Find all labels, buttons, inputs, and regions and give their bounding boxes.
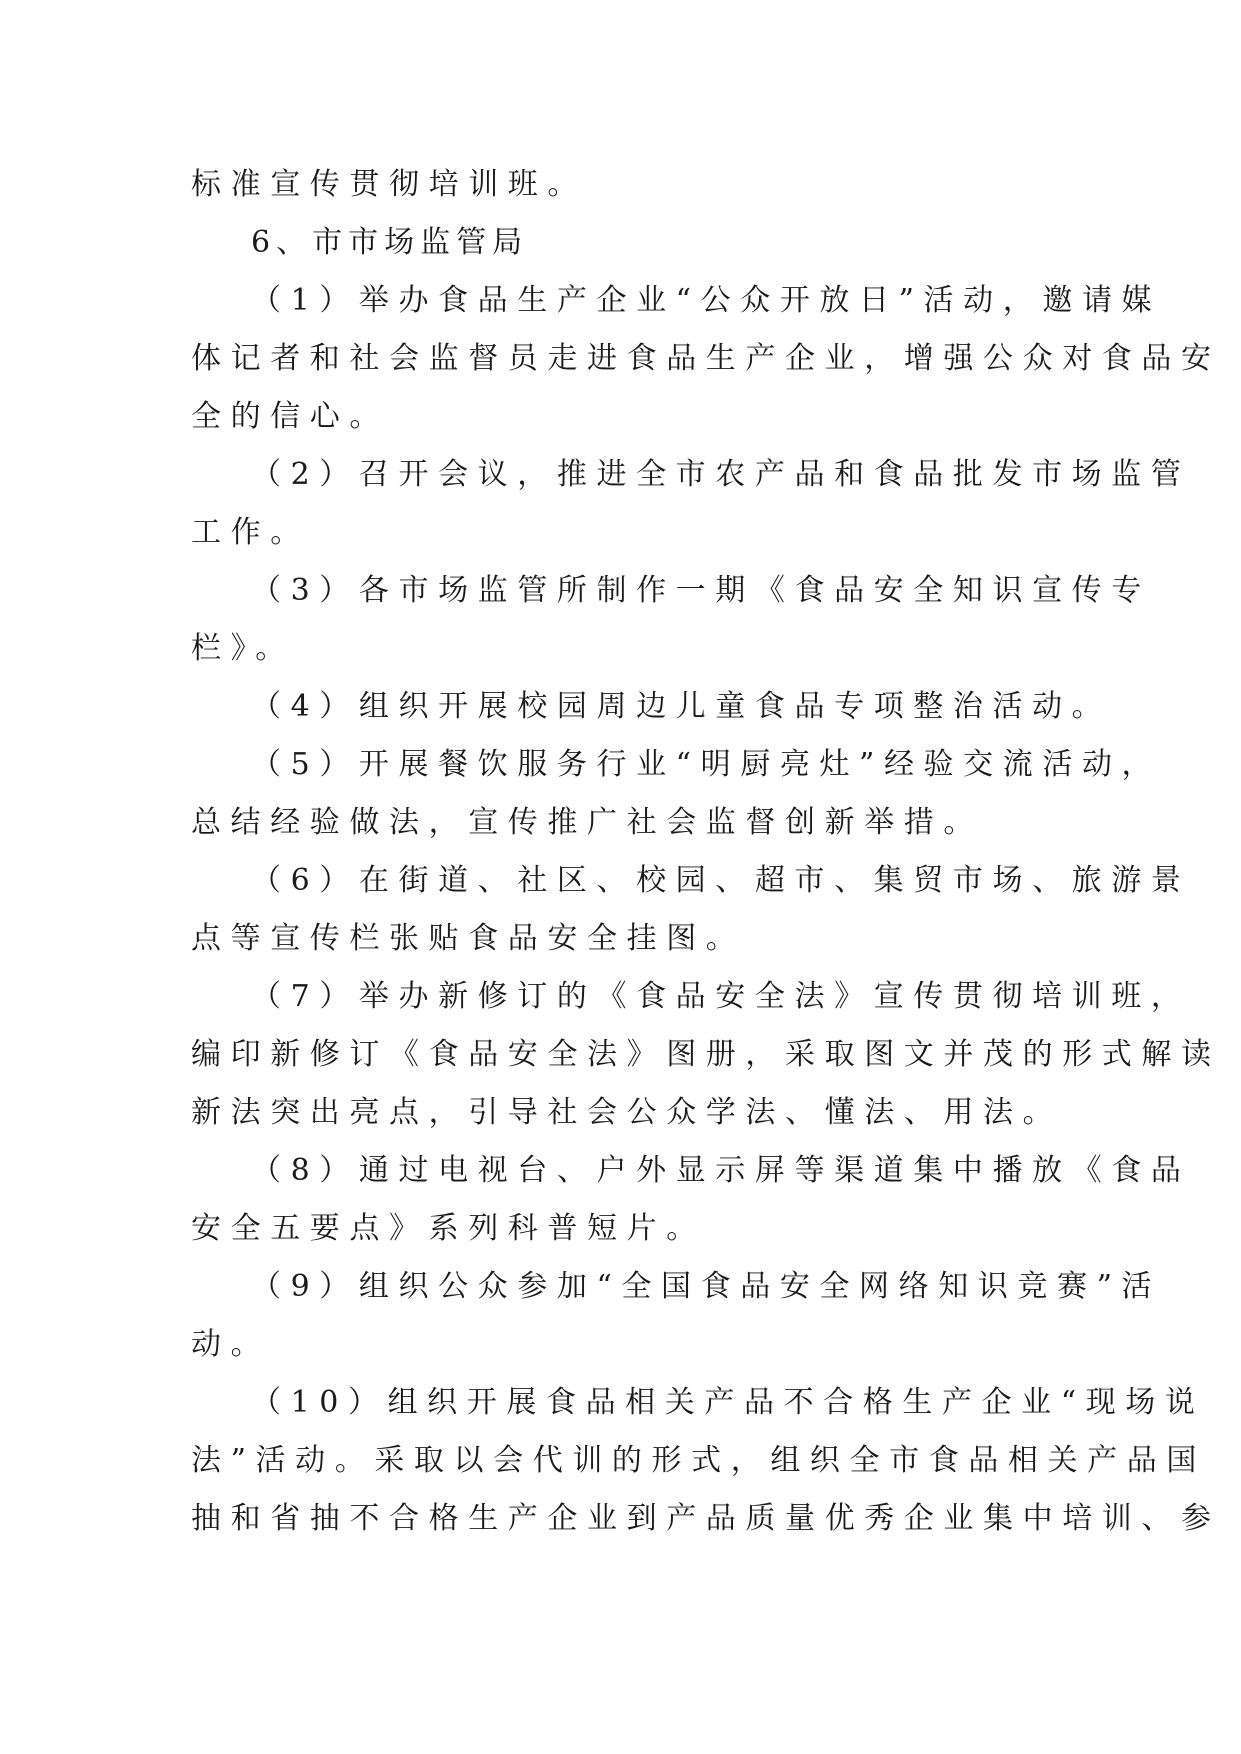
item-continuation-line: 动。: [191, 1327, 271, 1362]
list-item: [191, 736, 1162, 852]
item-first-line: （2）召开会议，推进全市农产品和食品批发市场监管: [251, 457, 1191, 492]
list-item: [191, 678, 1112, 736]
document-body: [191, 156, 1221, 1548]
item-first-line: （7）举办新修订的《食品安全法》宣传贯彻培训班，: [251, 979, 1191, 1014]
list-item: [191, 1258, 1162, 1374]
item-continuation-line: 抽和省抽不合格生产企业到产品质量优秀企业集中培训、参: [191, 1501, 1221, 1536]
item-first-line: （3）各市场监管所制作一期《食品安全知识宣传专: [251, 573, 1151, 608]
item-first-line: （5）开展餐饮服务行业“明厨亮灶”经验交流活动，: [251, 747, 1162, 782]
item-continuation-line: 栏》。: [191, 631, 295, 666]
item-continuation-line: 编印新修订《食品安全法》图册，采取图文并茂的形式解读: [191, 1037, 1221, 1072]
list-item: [191, 968, 1221, 1142]
item-continuation-line: 安全五要点》系列科普短片。: [191, 1211, 706, 1246]
item-first-line: （10）组织开展食品相关产品不合格生产企业“现场说: [251, 1385, 1205, 1420]
list-item: [191, 562, 1151, 678]
item-first-line: （8）通过电视台、户外显示屏等渠道集中播放《食品: [251, 1153, 1191, 1188]
item-continuation-line: 体记者和社会监督员走进食品生产企业，增强公众对食品安: [191, 341, 1221, 376]
item-first-line: （4）组织开展校园周边儿童食品专项整治活动。: [251, 689, 1112, 724]
section-heading: 6、市市场监管局: [251, 225, 529, 260]
list-item: [191, 1142, 1191, 1258]
item-first-line: （6）在街道、社区、校园、超市、集贸市场、旅游景: [251, 863, 1191, 898]
item-continuation-line: 点等宣传栏张贴食品安全挂图。: [191, 921, 746, 956]
list-item: [191, 446, 1191, 562]
item-continuation-line: 全的信心。: [191, 399, 389, 434]
item-continuation-line: 总结经验做法，宣传推广社会监督创新举措。: [191, 805, 983, 840]
list-item: [191, 852, 1191, 968]
list-item: [191, 1374, 1221, 1548]
item-continuation-line: 新法突出亮点，引导社会公众学法、懂法、用法。: [191, 1095, 1063, 1130]
item-continuation-line: 法”活动。采取以会代训的形式，组织全市食品相关产品国: [191, 1443, 1206, 1478]
item-continuation-line: 工作。: [191, 515, 310, 550]
item-first-line: （1）举办食品生产企业“公众开放日”活动，邀请媒: [251, 283, 1162, 318]
item-first-line: （9）组织公众参加“全国食品安全网络知识竞赛”活: [251, 1269, 1162, 1304]
opening-line: 标准宣传贯彻培训班。: [191, 167, 587, 202]
list-item: [191, 272, 1221, 446]
